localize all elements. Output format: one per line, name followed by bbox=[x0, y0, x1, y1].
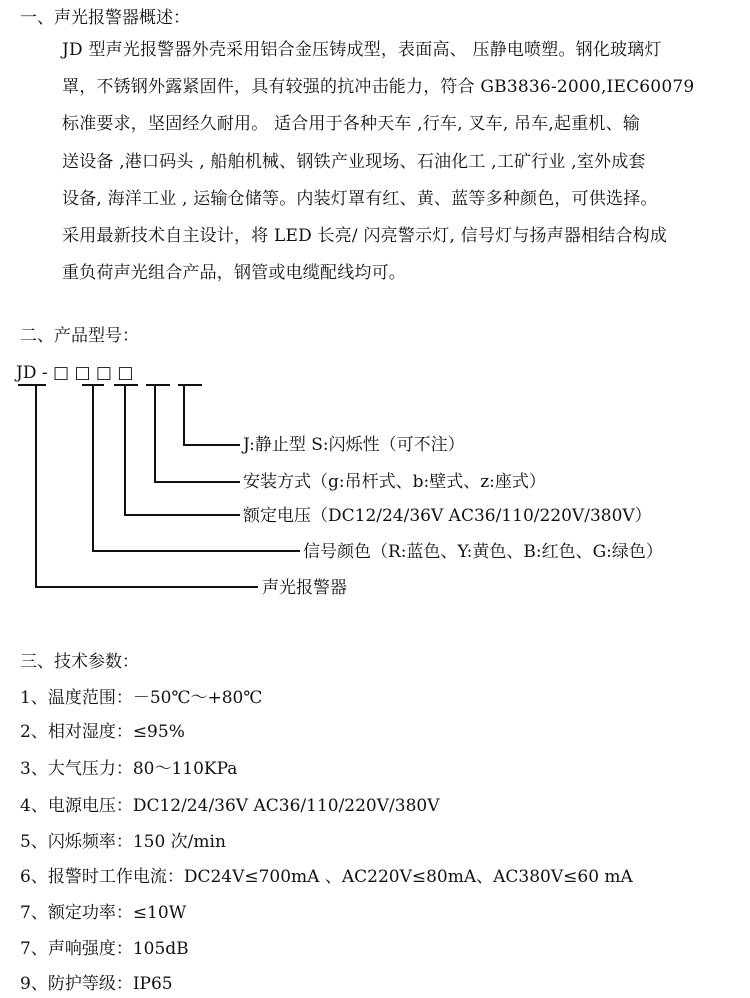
spec-item: 5、闪烁频率：150 次/min bbox=[20, 832, 226, 852]
overview-line: JD 型声光报警器外壳采用铝合金压铸成型，表面高、 压静电喷塑。钢化玻璃灯 bbox=[62, 40, 662, 60]
spec-item: 3、大气压力：80～110KPa bbox=[20, 759, 238, 779]
legend-voltage: 额定电压（DC12/24/36V AC36/110/220V/380V） bbox=[243, 506, 652, 526]
legend-mount: 安装方式（g:吊杆式、b:壁式、z:座式） bbox=[243, 472, 546, 492]
overview-line: 标准要求，坚固经久耐用。 适合用于各种天车 ,行车, 叉车, 吊车,起重机、输 bbox=[62, 114, 641, 134]
spec-item: 1、温度范围：－50℃～+80℃ bbox=[20, 688, 263, 708]
legend-product: 声光报警器 bbox=[262, 578, 347, 598]
section2-heading: 二、产品型号： bbox=[20, 326, 139, 346]
spec-item: 9、防护等级：IP65 bbox=[20, 974, 173, 994]
spec-item: 2、相对湿度：≤95% bbox=[20, 722, 185, 742]
section1-heading: 一、声光报警器概述： bbox=[20, 8, 190, 28]
model-code-diagram bbox=[0, 355, 750, 605]
overview-line: 设备, 海洋工业 , 运输仓储等。内装灯罩有红、黄、蓝等多种颜色，可供选择。 bbox=[62, 189, 658, 209]
overview-line: 罩，不锈钢外露紧固件，具有较强的抗冲击能力，符合 GB3836-2000,IEC60079 bbox=[62, 77, 695, 97]
spec-item: 6、报警时工作电流：DC24V≤700mA 、AC220V≤80mA、AC380V≤60 mA bbox=[20, 867, 633, 887]
overview-line: 送设备 ,港口码头 , 船舶机械、钢铁产业现场、石油化工 ,工矿行业 ,室外成套 bbox=[62, 152, 646, 172]
legend-color: 信号颜色（R:蓝色、Y:黄色、B:红色、G:绿色） bbox=[303, 542, 663, 562]
spec-item: 7、额定功率：≤10W bbox=[20, 903, 187, 923]
overview-line: 重负荷声光组合产品，钢管或电缆配线均可。 bbox=[62, 263, 406, 283]
spec-item: 4、电源电压：DC12/24/36V AC36/110/220V/380V bbox=[20, 796, 440, 816]
legend-type: J:静止型 S:闪烁性（可不注） bbox=[243, 435, 465, 455]
model-code-prefix: JD - □ □ □ □ bbox=[16, 363, 134, 383]
spec-item: 7、声响强度：105dB bbox=[20, 939, 189, 959]
overview-line: 采用最新技术自主设计，将 LED 长亮/ 闪亮警示灯, 信号灯与扬声器相结合构成 bbox=[62, 226, 668, 246]
section3-heading: 三、技术参数： bbox=[20, 652, 139, 672]
